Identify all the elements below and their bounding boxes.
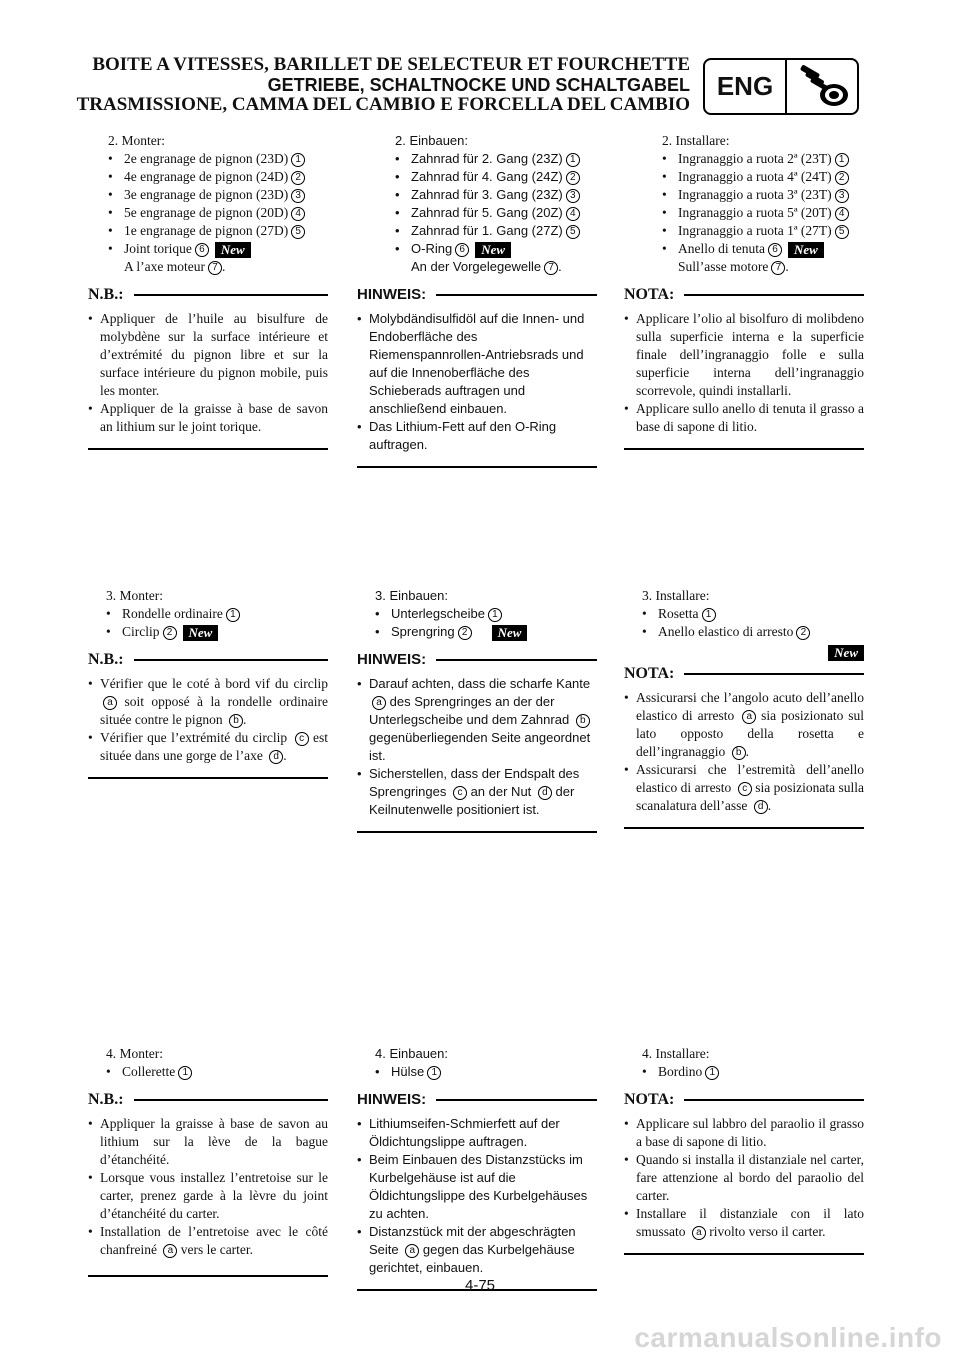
note-text: • Beim Einbauen des Distanzstücks im Kurbelgehäuse ist auf die Öldichtungslippe des Kurbelgehäuses zu achten.	[357, 1151, 597, 1223]
list-item: • Ingranaggio a ruota 1ª (27T) 5	[662, 222, 864, 240]
it-step-3	[624, 587, 864, 829]
note-box	[357, 651, 597, 833]
list-item: • Anello di tenuta 6 New	[662, 240, 864, 258]
list-item: • Ingranaggio a ruota 4ª (24T) 2	[662, 168, 864, 186]
note-text: • Installare il distanziale con il lato smussato a rivolto verso il carter.	[624, 1205, 864, 1241]
header-title-it: TRASMISSIONE, CAMMA DEL CAMBIO E FORCELLA DEL CAMBIO	[76, 94, 690, 115]
note-box	[624, 1091, 864, 1255]
header-title-de: GETRIEBE, SCHALTNOCKE UND SCHALTGABEL	[267, 75, 690, 95]
new-badge: New	[183, 625, 219, 641]
page-header	[60, 55, 690, 115]
list-item: • Collerette 1	[106, 1063, 328, 1081]
list-item: • Anello elastico di arresto 2	[642, 623, 864, 641]
list-item: • Joint torique 6 New	[108, 240, 328, 258]
note-text: • Appliquer de l’huile au bisulfure de molybdène sur la surface intérieure et d’extrémité du pignon libre et sur la surface intérieure du pignon mobile, puis les monter.	[88, 310, 328, 400]
fr-step-4	[88, 1045, 328, 1277]
note-text: • Molybdändisulfidöl auf die Innen- und Endoberfläche des Riemenspannrollen-Antriebsrads und auf die Innenoberfläche des Schieberads auftragen und anschließend einbauen.	[357, 310, 597, 418]
note-text: • Vérifier que l’extrémité du circlip c est située dans une gorge de l’axe d .	[88, 729, 328, 765]
section-label: ENG	[705, 60, 787, 113]
it-step-2	[624, 132, 864, 450]
new-badge: New	[215, 242, 251, 258]
note-box	[88, 651, 328, 779]
note-text: • Applicare sullo anello di tenuta il grasso a base di sapone di litio.	[624, 400, 864, 436]
new-badge: New	[788, 242, 824, 258]
note-box	[357, 286, 597, 468]
note-text: • Das Lithium-Fett auf den O-Ring auftragen.	[357, 418, 597, 454]
note-heading: N.B.:	[88, 651, 124, 668]
list-subitem: An der Vorgelegewelle 7 .	[411, 259, 562, 274]
list-item: • Zahnrad für 3. Gang (23Z) 3	[395, 186, 597, 204]
fr-step-3	[88, 587, 328, 779]
step-title: 2. Monter:	[108, 133, 165, 148]
watermark: carmanualsonline.info	[634, 1322, 942, 1353]
list-subitem: Sull’asse motore 7 .	[678, 259, 789, 274]
list-item: • Sprengring 2 New	[375, 623, 597, 641]
note-box	[357, 1091, 597, 1291]
note-text: • Assicurarsi che l’angolo acuto dell’anello elastico di arresto a sia posizionato sul lato opposto della rosetta e dell’ingranaggio b .	[624, 689, 864, 761]
note-heading: HINWEIS:	[357, 651, 427, 668]
note-text: • Appliquer la graisse à base de savon au lithium sur la lève de la bague d’étanchéité.	[88, 1115, 328, 1169]
note-heading: HINWEIS:	[357, 286, 427, 303]
list-item: • 1e engranage de pignon (27D) 5	[108, 222, 328, 240]
list-item: • Rondelle ordinaire 1	[106, 605, 328, 623]
note-heading: N.B.:	[88, 286, 124, 303]
note-text: • Lorsque vous installez l’entretoise sur le carter, prenez garde à la lèvre du joint d’étanchéité du carter.	[88, 1169, 328, 1223]
list-item: • Bordino 1	[642, 1063, 864, 1081]
section-badge	[703, 58, 859, 115]
note-text: • Vérifier que le coté à bord vif du circlip a soit opposé à la rondelle ordinaire située contre le pignon b .	[88, 675, 328, 729]
step-title: 3. Monter:	[106, 588, 163, 603]
note-text: • Applicare sul labbro del paraolio il grasso a base di sapone di litio.	[624, 1115, 864, 1151]
de-step-4	[357, 1045, 597, 1291]
note-text: • Appliquer de la graisse à base de savon an lithium sur le joint torique.	[88, 400, 328, 436]
header-title-fr: BOITE A VITESSES, BARILLET DE SELECTEUR ET FOURCHETTE	[92, 54, 690, 75]
step-title: 4. Installare:	[642, 1046, 710, 1061]
step-title: 4. Einbauen:	[375, 1046, 449, 1061]
note-text: • Quando si installa il distanziale nel carter, fare attenzione al bordo del paraolio del carter.	[624, 1151, 864, 1205]
note-box	[624, 286, 864, 450]
page-number: 4-75	[464, 1277, 496, 1294]
note-text: • Lithiumseifen-Schmierfett auf der Öldichtungslippe auftragen.	[357, 1115, 597, 1151]
fr-step-2	[88, 132, 328, 450]
list-item: • Zahnrad für 1. Gang (27Z) 5	[395, 222, 597, 240]
note-text: • Distanzstück mit der abgeschrägten Seite a gegen das Kurbelgehäuse gerichtet, einbauen.	[357, 1223, 597, 1277]
de-step-2	[357, 132, 597, 468]
note-heading: NOTA:	[624, 1091, 675, 1108]
note-heading: N.B.:	[88, 1091, 124, 1108]
note-text: • Sicherstellen, dass der Endspalt des Sprengringes c an der Nut d der Keilnutenwelle positioniert ist.	[357, 765, 597, 819]
list-item: • 2e engranage de pignon (23D) 1	[108, 150, 328, 168]
note-heading: NOTA:	[624, 665, 675, 682]
note-heading: HINWEIS:	[357, 1091, 427, 1108]
note-text: • Applicare l’olio al bisolfuro di molibdeno sulla superficie interna e la superficie finale dell’ingranaggio folle e sulla superficie interna dell’ingranaggio scorrevole, quindi installarli.	[624, 310, 864, 400]
list-item: • Rosetta 1	[642, 605, 864, 623]
note-text: • Assicurarsi che l’estremità dell’anello elastico di arresto c sia posizionata sulla scanalatura dell’asse d .	[624, 761, 864, 815]
note-heading: NOTA:	[624, 286, 675, 303]
list-item: • Ingranaggio a ruota 2ª (23T) 1	[662, 150, 864, 168]
step-title: 3. Installare:	[642, 588, 710, 603]
engine-icon	[787, 60, 857, 113]
new-badge: New	[475, 242, 511, 258]
list-item: • Ingranaggio a ruota 3ª (23T) 3	[662, 186, 864, 204]
step-title: 2. Installare:	[662, 133, 730, 148]
step-title: 3. Einbauen:	[375, 588, 449, 603]
list-subitem: A l’axe moteur 7 .	[124, 259, 226, 274]
note-text: • Installation de l’entretoise avec le côté chanfreiné a vers le carter.	[88, 1223, 328, 1259]
list-item: • Ingranaggio a ruota 5ª (20T) 4	[662, 204, 864, 222]
note-text: • Darauf achten, dass die scharfe Kante a des Sprengringes an der der Unterlegscheibe und dem Zahnrad b gegenüberliegenden Seite angeordnet ist.	[357, 675, 597, 765]
step-title: 2. Einbauen:	[395, 133, 469, 148]
note-box	[88, 286, 328, 450]
note-box	[88, 1091, 328, 1277]
new-badge: New	[492, 625, 528, 641]
de-step-3	[357, 587, 597, 833]
list-item: • 5e engranage de pignon (20D) 4	[108, 204, 328, 222]
list-item: • 3e engranage de pignon (23D) 3	[108, 186, 328, 204]
note-box	[624, 665, 864, 829]
list-item: • Hülse 1	[375, 1063, 597, 1081]
list-item: • Circlip 2 New	[106, 623, 328, 641]
step-title: 4. Monter:	[106, 1046, 163, 1061]
list-item: • Zahnrad für 5. Gang (20Z) 4	[395, 204, 597, 222]
list-item: • Zahnrad für 2. Gang (23Z) 1	[395, 150, 597, 168]
list-item: • O-Ring 6 New	[395, 240, 597, 258]
new-badge: New	[828, 645, 864, 661]
list-item: • 4e engranage de pignon (24D) 2	[108, 168, 328, 186]
it-step-4	[624, 1045, 864, 1255]
list-item: • Unterlegscheibe 1	[375, 605, 597, 623]
list-item: • Zahnrad für 4. Gang (24Z) 2	[395, 168, 597, 186]
